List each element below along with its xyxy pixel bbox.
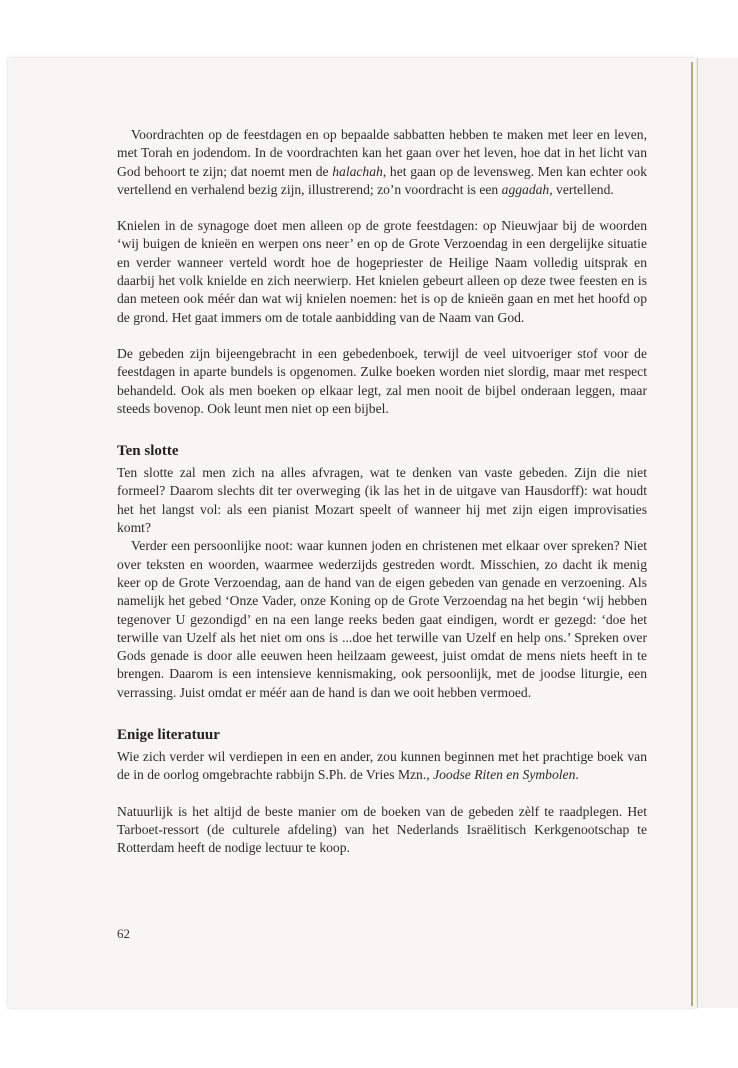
paragraph-tarboet: Natuurlijk is het altijd de beste manier om de boeken van de gebeden zèlf te raadplegen. Het Tarboet-ressort (de culturele afdeling) van het Nederlands Israëlitisch Kerkgenootschap te Rotterdam heeft de nodige lectuur te koop. bbox=[117, 803, 647, 856]
page-number: 62 bbox=[117, 926, 130, 941]
page-content bbox=[117, 126, 647, 858]
paragraph-literatuur bbox=[117, 748, 647, 785]
next-page-edge bbox=[697, 58, 738, 1008]
text-run: Wie zich verder wil verdiepen in een en ander, zou kunnen beginnen met het prachtige boek van de in de oorlog omgebrachte rabbijn S.Ph. de Vries Mzn., bbox=[117, 749, 647, 783]
term-aggadah: aggadah bbox=[501, 181, 550, 197]
heading-enige-literatuur: Enige literatuur bbox=[117, 727, 220, 744]
paragraph-voordrachten bbox=[117, 126, 647, 199]
paragraph-knielen: Knielen in de synagoge doet men alleen op de grote feestdagen: op Nieuwjaar bij de woorden ‘wij buigen de knieën en werpen ons neer’ en op de Grote Verzoendag in een dergelijke situatie en verder wanneer verteld wordt hoe de hogepriester de Heilige Naam volledig uitsprak en daarbij het volk knielde en zich neerwierp. Het knielen gebeurt alleen op deze twee feesten en is dan meteen ook méér dan wat wij knielen noemen: het is op de knieën gaan en met het hoofd op de grond. Het gaat immers om de totale aanbidding van de Naam van God. bbox=[117, 218, 647, 325]
term-halachah: halachah bbox=[332, 163, 383, 179]
book-title: Joodse Riten en Symbolen bbox=[433, 767, 576, 783]
text-run: , het gaan op de levensweg. Men kan echter ook vertellend en verhalend bezig zijn, illustrerend; zo’n voordracht is een bbox=[117, 163, 647, 197]
text-run: . bbox=[575, 767, 579, 783]
paragraph-gebeden: De gebeden zijn bijeengebracht in een gebedenboek, terwijl de veel uitvoeriger stof voor de feestdagen in aparte bundels is opgenomen. Zulke boeken worden niet slordig, maar met respect behandeld. Ook als men boeken op elkaar legt, zal men nooit de bijbel onderaan leggen, maar steeds bovenop. Ook leunt men niet op een bijbel. bbox=[117, 345, 647, 416]
text-run: , vertellend. bbox=[549, 181, 614, 197]
text-run: Voordrachten op de feestdagen en op bepaalde sabbatten hebben te maken met leer en leven, met Torah en jodendom. In de voordrachten kan het gaan over het leven, hoe dat in het licht van God behoort te zijn; dat noemt men de bbox=[117, 127, 647, 179]
binding-line bbox=[691, 62, 693, 1006]
heading-ten-slotte: Ten slotte bbox=[117, 443, 179, 460]
paragraph-ten-slotte: Ten slotte zal men zich na alles afvragen, wat te denken van vaste gebeden. Zijn die niet formeel? Daarom slechts dit ter overweging (ik las het in de uitgave van Hausdorff): wat houdt het het langst vol: als een pianist Mozart speelt of wanneer hij met zijn eigen improvisaties komt? bbox=[117, 465, 647, 536]
paragraph-persoonlijke-noot: Verder een persoonlijke noot: waar kunnen joden en christenen met elkaar over spreken? Niet over teksten en woorden, waarmee wederzijds gestreden wordt. Misschien, zo dacht ik menig keer op de Grote Verzoendag, aan de hand van de eigen gebeden van genade en verzoening. Als namelijk het gebed ‘Onze Vader, onze Koning op de Grote Verzoendag na het begin ‘wij hebben tegenover U gezondigd’ en na een lange reeks beden gaat eindigen, wordt er gezegd: ‘doe het terwille van Uzelf als het niet om ons is ...doe het terwille van Uzelf en help ons.’ Spreken over Gods genade is door alle eeuwen heen heilzaam geweest, juist omdat de mens niets heeft in te brengen. Daarom is een intensieve kennismaking, ook persoonlijk, met de joodse liturgie, een verrassing. Juist omdat er méér aan de hand is dan we ooit hebben vermoed. bbox=[117, 538, 647, 700]
